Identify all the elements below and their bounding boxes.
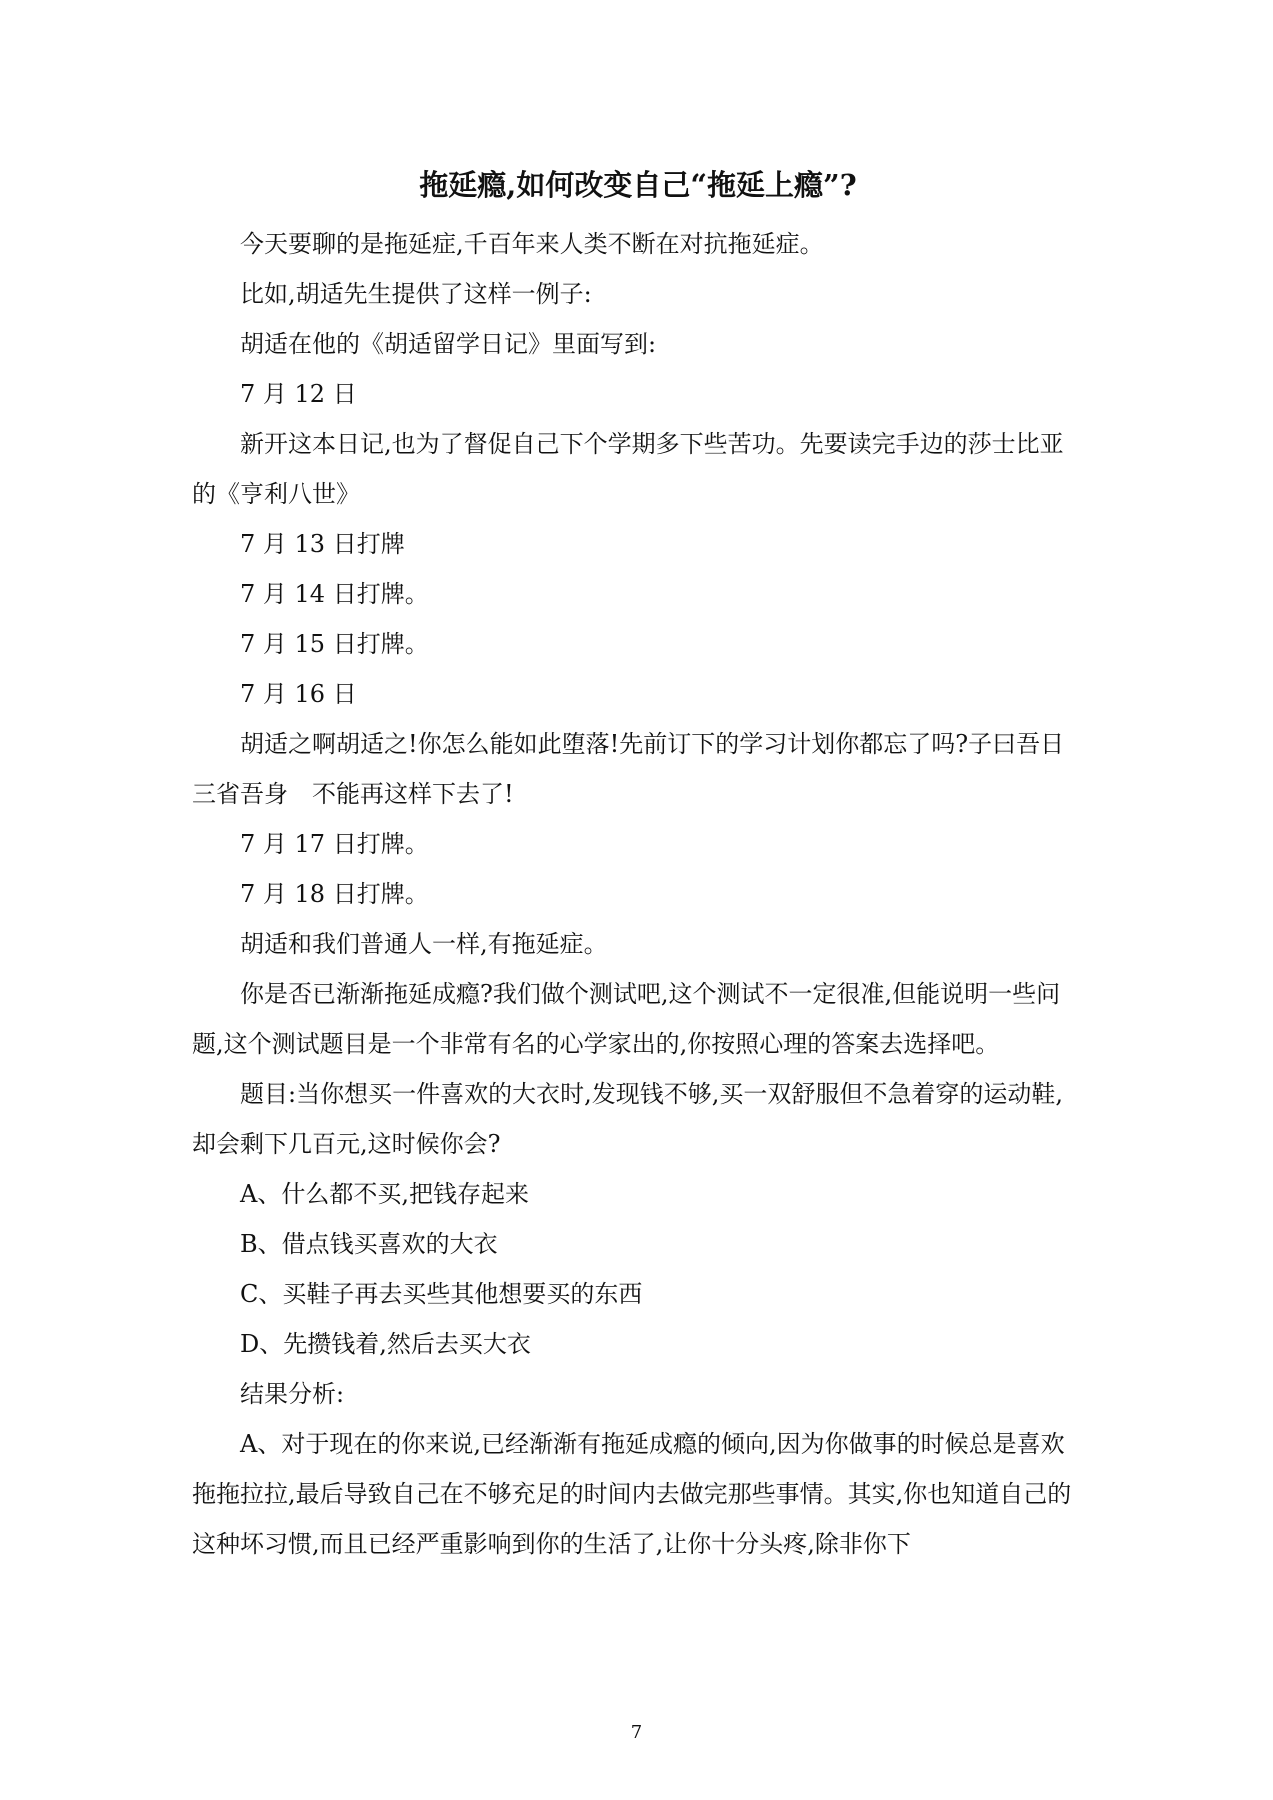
quiz-option-d: D、先攒钱着,然后去买大衣 (240, 1330, 531, 1358)
diary-entry: 7 月 13 日打牌 (240, 530, 405, 558)
paragraph: 胡适之啊胡适之!你怎么能如此堕落!先前订下的学习计划你都忘了吗?子曰吾日三省吾身 不能再这样下去了! (192, 730, 1065, 808)
paragraph: 你是否已渐渐拖延成瘾?我们做个测试吧,这个测试不一定很准,但能说明一些问题,这个测试题目是一个非常有名的心学家出的,你按照心理的答案去选择吧。 (192, 980, 1061, 1058)
document-title: 拖延瘾,如何改变自己“拖延上瘾”? (419, 168, 857, 202)
quiz-option-b: B、借点钱买喜欢的大衣 (240, 1230, 498, 1258)
diary-entry: 7 月 14 日打牌。 (240, 580, 429, 608)
diary-date: 7 月 12 日 (240, 380, 357, 408)
diary-entry: 7 月 17 日打牌。 (240, 830, 429, 858)
diary-date: 7 月 16 日 (240, 680, 357, 708)
quiz-question: 题目:当你想买一件喜欢的大衣时,发现钱不够,买一双舒服但不急着穿的运动鞋,却会剩下几百元,这时候你会? (192, 1080, 1063, 1158)
page-number: 7 (630, 1722, 643, 1743)
document-body (192, 165, 1084, 1569)
quiz-option-c: C、买鞋子再去买些其他想要买的东西 (240, 1280, 643, 1308)
diary-entry: 7 月 15 日打牌。 (240, 630, 429, 658)
quiz-option-a: A、什么都不买,把钱存起来 (240, 1180, 529, 1208)
result-a: A、对于现在的你来说,已经渐渐有拖延成瘾的倾向,因为你做事的时候总是喜欢拖拖拉拉,最后导致自己在不够充足的时间内去做完那些事情。其实,你也知道自己的这种坏习惯,而且已经严重影响到你的生活了,让你十分头疼,除非你下 (192, 1430, 1072, 1558)
paragraph: 新开这本日记,也为了督促自己下个学期多下些苦功。先要读完手边的莎士比亚的《亨利八世》 (192, 430, 1064, 508)
paragraph: 比如,胡适先生提供了这样一例子: (240, 280, 592, 308)
result-heading: 结果分析: (240, 1380, 345, 1408)
paragraph: 今天要聊的是拖延症,千百年来人类不断在对抗拖延症。 (240, 230, 824, 258)
diary-entry: 7 月 18 日打牌。 (240, 880, 429, 908)
paragraph: 胡适和我们普通人一样,有拖延症。 (240, 930, 608, 958)
paragraph: 胡适在他的《胡适留学日记》里面写到: (240, 330, 657, 358)
